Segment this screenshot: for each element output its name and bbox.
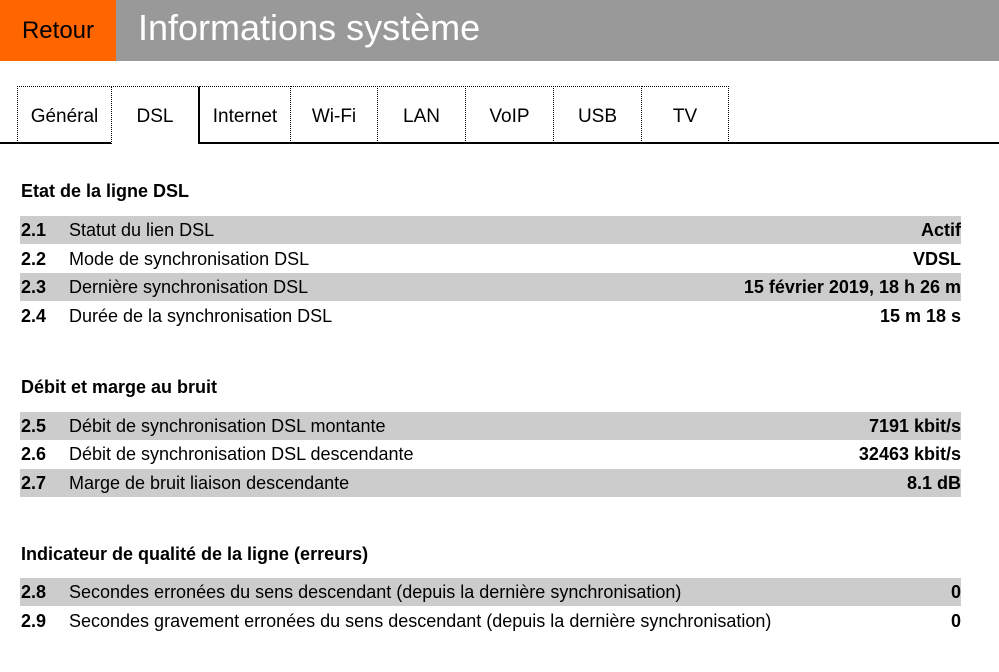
row-label: Mode de synchronisation DSL	[69, 249, 310, 269]
tab-tv[interactable]: TV	[641, 86, 729, 143]
row-number: 2.4	[21, 306, 47, 326]
row-value: VDSL	[912, 249, 961, 269]
table-row	[20, 607, 961, 635]
row-label: Marge de bruit liaison descendante	[69, 473, 350, 493]
row-label: Dernière synchronisation DSL	[69, 277, 309, 297]
row-value: Actif	[921, 220, 961, 240]
tab-lan[interactable]: LAN	[377, 86, 466, 143]
tab-general[interactable]: Général	[17, 86, 112, 143]
row-label: Débit de synchronisation DSL montante	[69, 416, 386, 436]
row-label: Débit de synchronisation DSL descendante	[69, 444, 414, 464]
tab-internet[interactable]: Internet	[199, 86, 291, 143]
table-row	[20, 412, 961, 440]
tab-dsl[interactable]: DSL	[111, 86, 200, 144]
row-label: Durée de la synchronisation DSL	[69, 306, 333, 326]
row-label: Secondes gravement erronées du sens descendant (depuis la dernière synchronisation)	[69, 611, 772, 631]
row-number: 2.8	[21, 582, 47, 602]
row-number: 2.9	[21, 611, 47, 631]
row-number: 2.5	[21, 416, 47, 436]
tab-wifi[interactable]: Wi-Fi	[290, 86, 378, 143]
page-title: Informations système	[138, 7, 481, 48]
row-value: 7191 kbit/s	[868, 416, 961, 436]
section-title-rate-margin: Débit et marge au bruit	[21, 377, 218, 397]
table-row	[20, 245, 961, 273]
row-label: Statut du lien DSL	[69, 220, 215, 240]
section-title-line-quality: Indicateur de qualité de la ligne (erreurs)	[21, 544, 369, 564]
tab-usb[interactable]: USB	[553, 86, 642, 143]
row-label: Secondes erronées du sens descendant (depuis la dernière synchronisation)	[69, 582, 682, 602]
row-number: 2.6	[21, 444, 47, 464]
row-number: 2.7	[21, 473, 47, 493]
table-row	[20, 440, 961, 468]
row-value: 0	[950, 611, 961, 631]
row-value: 0	[950, 582, 961, 602]
row-value: 15 m 18 s	[879, 306, 961, 326]
table-row	[20, 273, 961, 301]
row-value: 15 février 2019, 18 h 26 m	[743, 277, 961, 297]
section-title-dsl-status: Etat de la ligne DSL	[21, 181, 190, 201]
row-number: 2.1	[21, 220, 47, 240]
table-row	[20, 578, 961, 606]
table-row	[20, 302, 961, 330]
table-row	[20, 216, 961, 244]
table-row	[20, 469, 961, 497]
row-number: 2.3	[21, 277, 47, 297]
back-button[interactable]: Retour	[0, 0, 116, 61]
row-number: 2.2	[21, 249, 47, 269]
row-value: 8.1 dB	[906, 473, 961, 493]
header-bar	[0, 0, 999, 61]
row-value: 32463 kbit/s	[858, 444, 961, 464]
tab-voip[interactable]: VoIP	[465, 86, 554, 143]
